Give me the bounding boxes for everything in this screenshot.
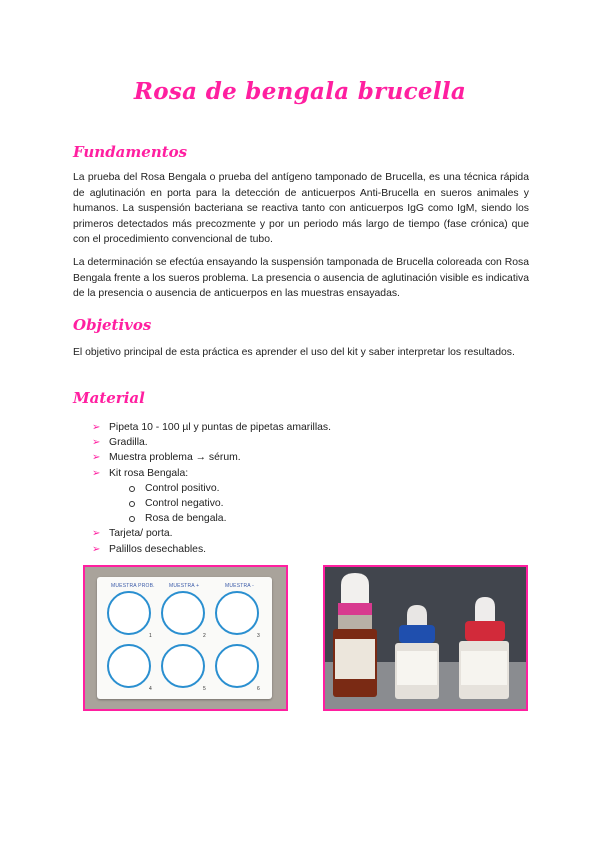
sub-list-item: Rosa de bengala.	[129, 511, 331, 526]
card-label: MUESTRA PROB.	[111, 583, 155, 589]
paragraph-objetivos: El objetivo principal de esta práctica es aprender el uso del kit y saber interpretar los resultados.	[73, 347, 515, 358]
test-well	[161, 644, 205, 688]
list-item: ➢ Pipeta 10 - 100 µl y puntas de pipetas amarillas.	[92, 420, 331, 435]
sub-list-item: Control negativo.	[129, 496, 331, 511]
arrow-bullet-icon: ➢	[92, 437, 101, 449]
kit-sublist	[129, 481, 331, 527]
paragraph-fundamentos-2: La determinación se efectúa ensayando la suspensión tamponada de Brucella coloreada con Rosa Bengala frente a los sueros problema. La presencia o ausencia de aglutinación visible es indicativa de la presencia o ausencia de anticuerpos en las muestras ensayadas.	[73, 257, 529, 300]
heading-fundamentos: Fundamentos	[73, 143, 188, 161]
well-number: 1	[149, 633, 152, 639]
well-number: 4	[149, 686, 152, 692]
photo-test-card	[83, 565, 288, 711]
well-number: 2	[203, 633, 206, 639]
circle-bullet-icon	[129, 486, 135, 492]
photo-reagent-bottles	[323, 565, 528, 711]
test-well	[215, 591, 259, 635]
arrow-bullet-icon: ➢	[92, 452, 101, 464]
material-list	[92, 420, 331, 557]
paragraph-fundamentos-1: La prueba del Rosa Bengala o prueba del antígeno tamponado de Brucella, es una técnica rápida de aglutinación en porta para la detección de anticuerpos Anti-Brucella en sueros animales y humanos. La suspensión bacteriana se reactiva tanto con anticuerpos IgG como IgM, siendo los primeros detectados más precozmente y por un periodo más largo de tiempo (fase crónica) que con el procedimiento convencional de tubo.	[73, 172, 529, 246]
sub-list-item: Control positivo.	[129, 481, 331, 496]
list-item: ➢ Tarjeta/ porta.	[92, 526, 331, 541]
test-well	[215, 644, 259, 688]
list-item: ➢ Gradilla.	[92, 435, 331, 450]
card-label: MUESTRA +	[169, 583, 200, 589]
list-item: ➢ Palillos desechables.	[92, 542, 331, 557]
well-number: 3	[257, 633, 260, 639]
arrow-bullet-icon: ➢	[92, 528, 101, 540]
well-number: 6	[257, 686, 260, 692]
test-card	[97, 577, 272, 699]
arrow-bullet-icon: ➢	[92, 467, 101, 479]
page-title: Rosa de bengala brucella	[133, 78, 467, 105]
heading-objetivos: Objetivos	[73, 316, 152, 334]
list-item: ➢ Kit rosa Bengala: Control positivo. Control negativo. Rosa de bengala.	[92, 466, 331, 527]
test-well	[107, 644, 151, 688]
card-label: MUESTRA -	[225, 583, 255, 589]
well-number: 5	[203, 686, 206, 692]
test-well	[107, 591, 151, 635]
heading-material: Material	[73, 389, 145, 407]
arrow-bullet-icon: ➢	[92, 543, 101, 555]
bottles-illustration	[325, 567, 528, 711]
circle-bullet-icon	[129, 501, 135, 507]
test-well	[161, 591, 205, 635]
list-item: ➢ Muestra problema → sérum.	[92, 450, 331, 465]
circle-bullet-icon	[129, 516, 135, 522]
arrow-bullet-icon: ➢	[92, 422, 101, 433]
